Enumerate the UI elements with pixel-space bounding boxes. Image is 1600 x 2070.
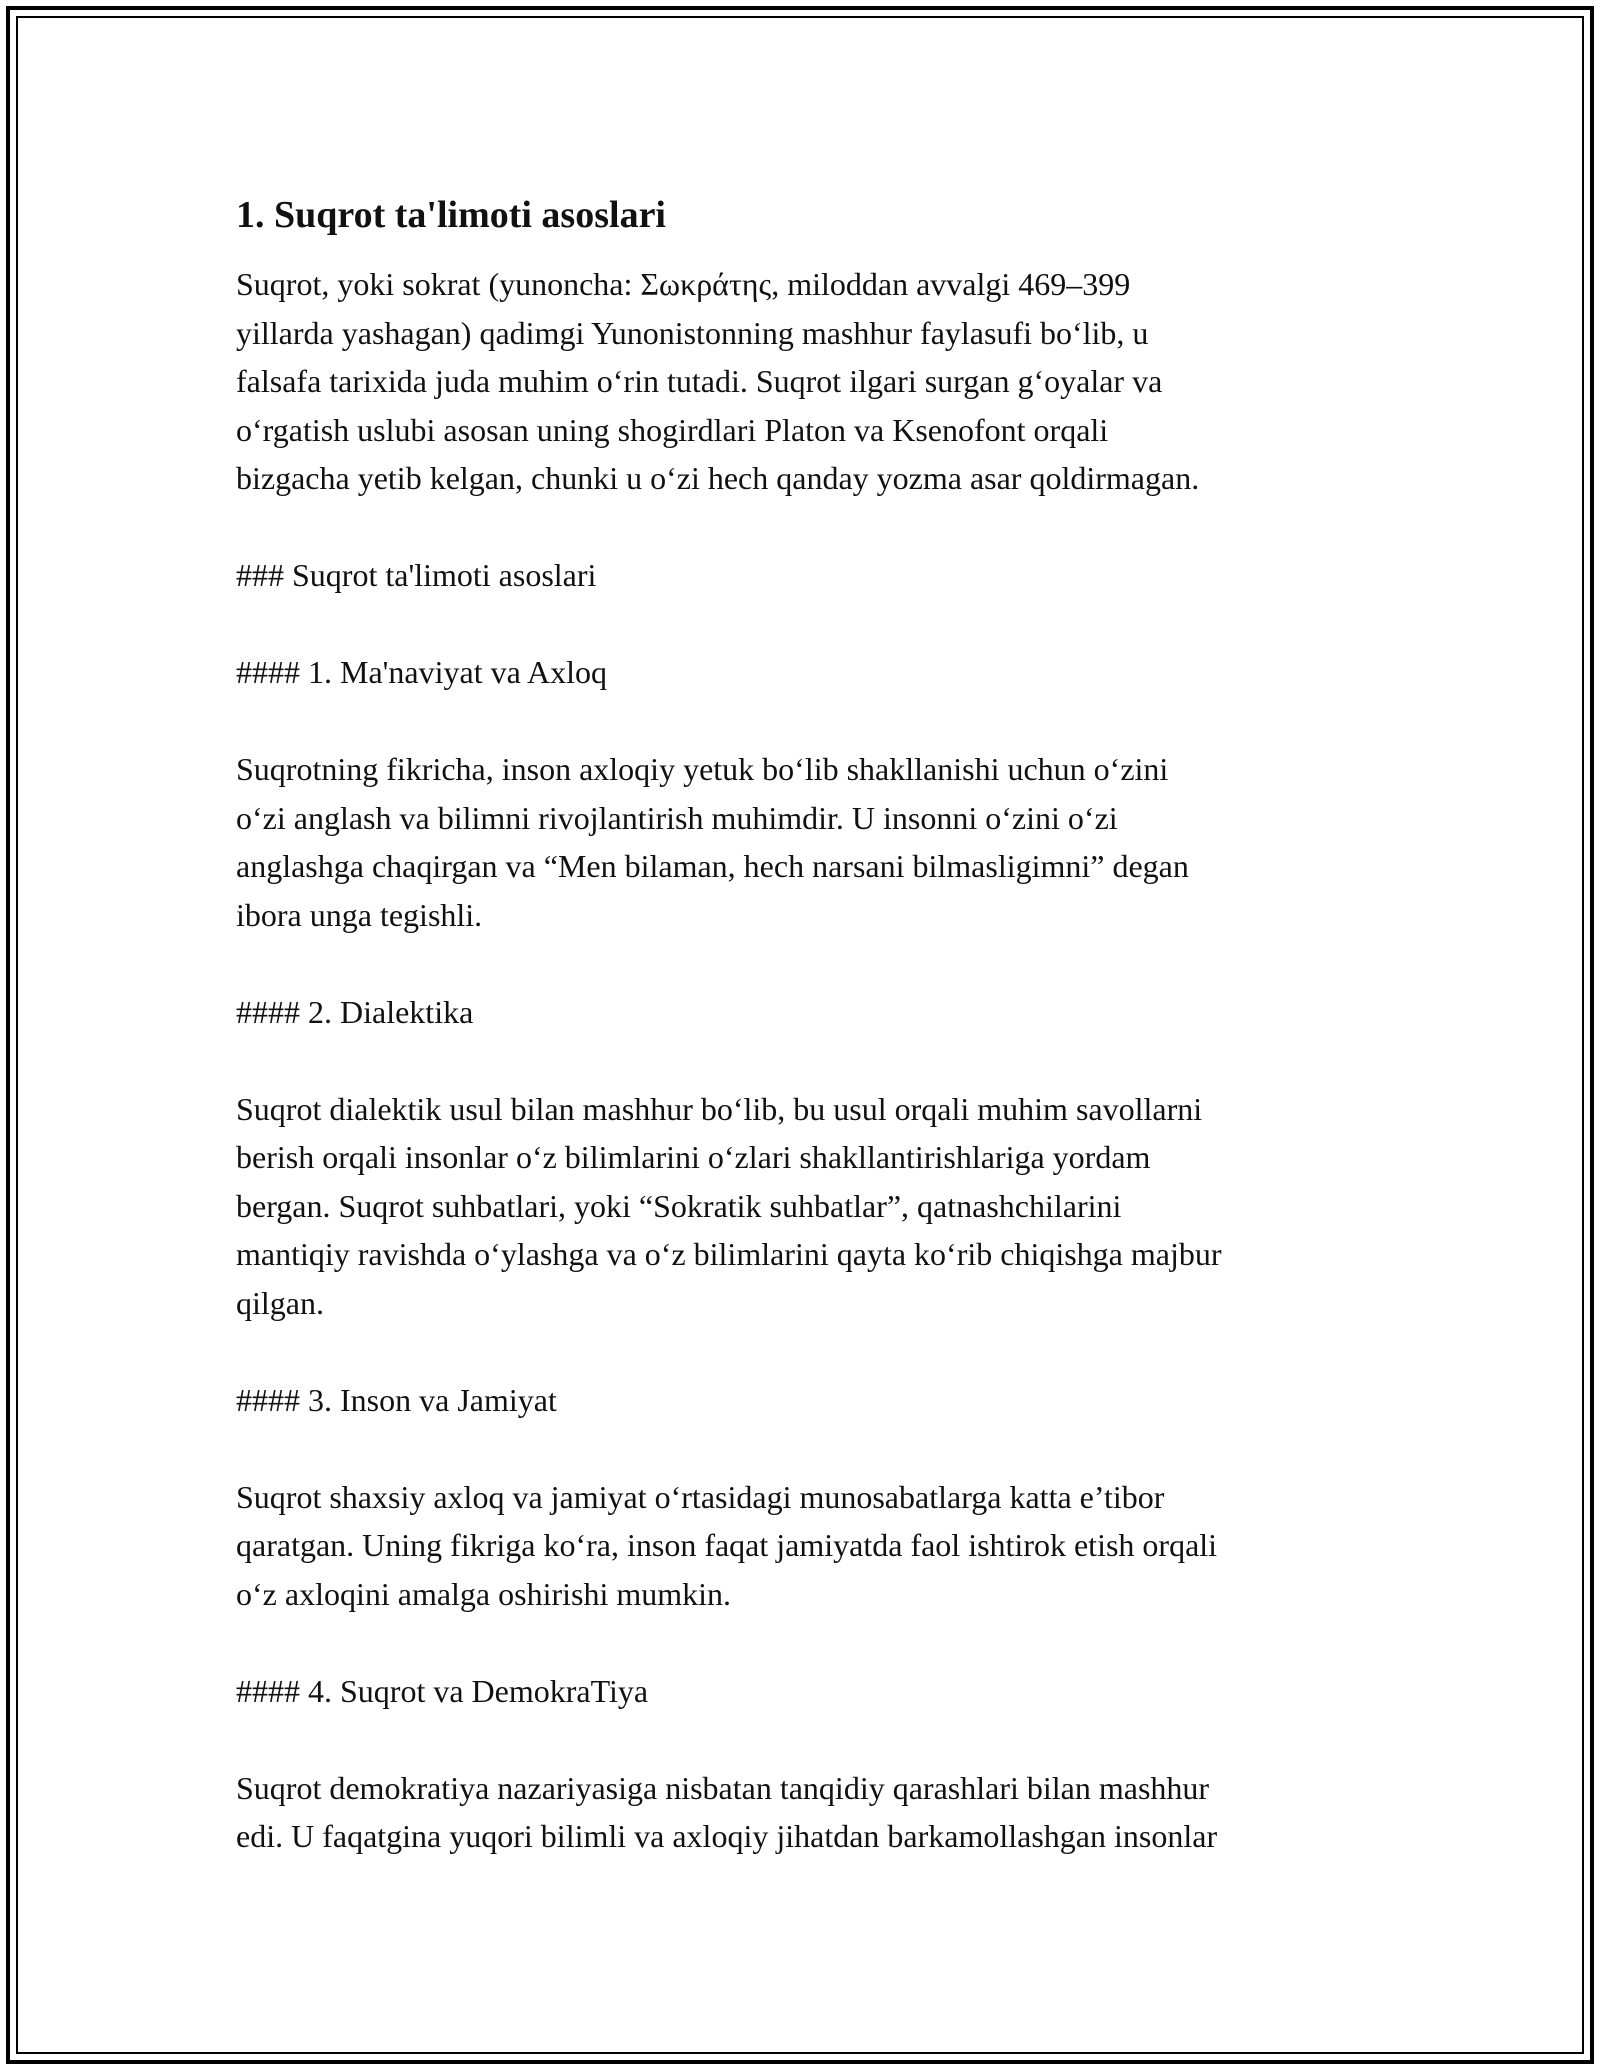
section-1-paragraph: Suqrotning fikricha, inson axloqiy yetuk bo‘lib shakllanishi uchun o‘zini o‘zi anglash va bilimni rivojlantirish muhimdir. U insonni o‘zini o‘zi anglashga chaqirgan va “Men bilaman, hech narsani bilmasligimni” degan ibora unga tegishli. xyxy=(236,751,1189,933)
intro-paragraph: Suqrot, yoki sokrat (yunoncha: Σωκράτης, miloddan avvalgi 469–399 yillarda yashagan) qadimgi Yunonistonning mashhur faylasufi bo‘lib, u falsafa tarixida juda muhim o‘rin tutadi. Suqrot ilgari surgan g‘oyalar va o‘rgatish uslubi asosan uning shogirdlari Platon va Ksenofont orqali bizgacha yetib kelgan, chunki u o‘zi hech qanday yozma asar qoldirmagan. xyxy=(236,266,1200,496)
section-4-heading: #### 4. Suqrot va DemokraTiya xyxy=(236,1672,649,1709)
document-title: 1. Suqrot ta'limoti asoslari xyxy=(236,194,666,236)
section-3-paragraph: Suqrot shaxsiy axloq va jamiyat o‘rtasidagi munosabatlarga katta e’tibor qaratgan. Uning fikriga ko‘ra, inson faqat jamiyatda faol ishtirok etish orqali o‘z axloqini amalga oshirishi mumkin. xyxy=(236,1478,1218,1612)
section-heading: ### Suqrot ta'limoti asoslari xyxy=(236,557,597,593)
section-2-heading: #### 2. Dialektika xyxy=(236,993,474,1030)
section-4-paragraph: Suqrot demokratiya nazariyasiga nisbatan tanqidiy qarashlari bilan mashhur edi. U faqatgina yuqori bilimli va axloqiy jihatdan barkamollashgan insonlar xyxy=(236,1769,1218,1854)
section-1-heading: #### 1. Ma'naviyat va Axloq xyxy=(236,654,608,690)
section-3-heading: #### 3. Inson va Jamiyat xyxy=(236,1381,557,1418)
section-2-paragraph: Suqrot dialektik usul bilan mashhur bo‘lib, bu usul orqali muhim savollarni berish orqali insonlar o‘z bilimlarini o‘zlari shakllantirishlariga yordam bergan. Suqrot suhbatlari, yoki “Sokratik suhbatlar”, qatnashchilarini mantiqiy ravishda o‘ylashga va o‘z bilimlarini qayta ko‘rib chiqishga majbur qilgan. xyxy=(236,1090,1222,1321)
document-body xyxy=(236,190,1376,1861)
